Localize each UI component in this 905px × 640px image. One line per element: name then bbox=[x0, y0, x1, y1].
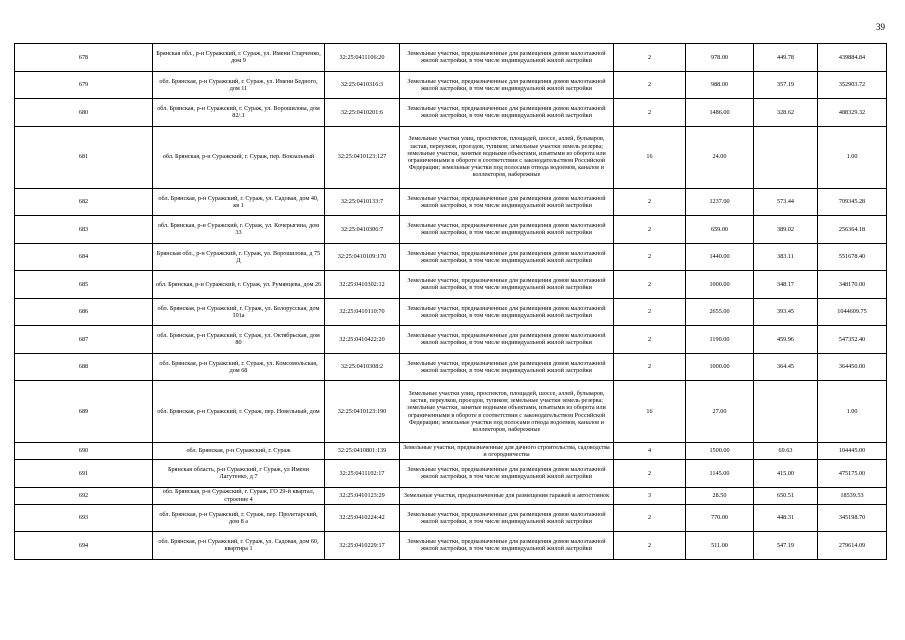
permitted-use-cell: Земельные участки, предназначенные для размещения домов малоэтажной жилой застройки, в том числе индивидуальной жилой застройки bbox=[400, 271, 614, 299]
address-cell: обл. Брянская, р-н Суражский, г. Сураж, ул. Садовая, дом 40, кв 1 bbox=[153, 188, 325, 216]
table-row bbox=[15, 532, 887, 560]
row-number-cell: 682 bbox=[15, 188, 153, 216]
cadastral-value-cell: 475175.00 bbox=[818, 460, 887, 488]
use-group-cell: 3 bbox=[614, 487, 686, 504]
cadastral-number-cell: 32:25:0410201:6 bbox=[325, 99, 400, 127]
use-group-cell: 2 bbox=[614, 216, 686, 244]
row-number-cell: 685 bbox=[15, 271, 153, 299]
cadastral-value-cell: 709345.28 bbox=[818, 188, 887, 216]
address-cell: Брянская область, р-н Суражский, г Сураж, ул Имени Лагутенко, д 7 bbox=[153, 460, 325, 488]
area-cell: 659.00 bbox=[686, 216, 754, 244]
cadastral-value-table bbox=[14, 43, 887, 560]
cadastral-number-cell: 32:25:0410302:12 bbox=[325, 271, 400, 299]
cadastral-value-cell: 439884.84 bbox=[818, 44, 887, 72]
address-cell: обл. Брянская, р-н Суражский, г. Сураж, ул. Имени Бедного, дом 11 bbox=[153, 71, 325, 99]
row-number-cell: 683 bbox=[15, 216, 153, 244]
row-number-cell: 689 bbox=[15, 381, 153, 443]
use-group-cell: 16 bbox=[614, 126, 686, 188]
table-row bbox=[15, 243, 887, 271]
row-number-cell: 688 bbox=[15, 353, 153, 381]
area-cell: 28.50 bbox=[686, 487, 754, 504]
address-cell: обл. Брянская, р-н Суражский, г. Сураж bbox=[153, 443, 325, 460]
cadastral-number-cell: 32:25:0410224:42 bbox=[325, 504, 400, 532]
row-number-cell: 679 bbox=[15, 71, 153, 99]
specific-value-cell: 573.44 bbox=[754, 188, 818, 216]
specific-value-cell: 364.45 bbox=[754, 353, 818, 381]
area-cell: 24.00 bbox=[686, 126, 754, 188]
table-row bbox=[15, 381, 887, 443]
address-cell: обл. Брянская, р-н Суражский, г. Сураж, ул. Ворошилова, дом 82/.1 bbox=[153, 99, 325, 127]
cadastral-value-cell: 18539.53 bbox=[818, 487, 887, 504]
permitted-use-cell: Земельные участки, предназначенные для размещения домов малоэтажной жилой застройки, в том числе индивидуальной жилой застройки bbox=[400, 532, 614, 560]
area-cell: 1145.00 bbox=[686, 460, 754, 488]
cadastral-number-cell: 32:25:0411102:17 bbox=[325, 460, 400, 488]
permitted-use-cell: Земельные участки, предназначенные для дачного строительства, садоводства и огородничества bbox=[400, 443, 614, 460]
table-row bbox=[15, 443, 887, 460]
use-group-cell: 2 bbox=[614, 460, 686, 488]
table-row bbox=[15, 298, 887, 326]
row-number-cell: 690 bbox=[15, 443, 153, 460]
cadastral-value-cell: 1044609.75 bbox=[818, 298, 887, 326]
specific-value-cell: 415.00 bbox=[754, 460, 818, 488]
area-cell: 27.00 bbox=[686, 381, 754, 443]
cadastral-number-cell: 32:25:0410109:170 bbox=[325, 243, 400, 271]
specific-value-cell: 389.02 bbox=[754, 216, 818, 244]
area-cell: 1237.00 bbox=[686, 188, 754, 216]
row-number-cell: 684 bbox=[15, 243, 153, 271]
use-group-cell: 2 bbox=[614, 99, 686, 127]
table-row bbox=[15, 44, 887, 72]
address-cell: Брянская обл., р-н Суражский, г. Сураж, ул. Имени Старченко, дом 9 bbox=[153, 44, 325, 72]
permitted-use-cell: Земельные участки, предназначенные для размещения домов малоэтажной жилой застройки, в том числе индивидуальной жилой застройки bbox=[400, 44, 614, 72]
area-cell: 1440.00 bbox=[686, 243, 754, 271]
use-group-cell: 4 bbox=[614, 443, 686, 460]
permitted-use-cell: Земельные участки, предназначенные для размещения домов малоэтажной жилой застройки, в том числе индивидуальной жилой застройки bbox=[400, 71, 614, 99]
specific-value-cell: 650.51 bbox=[754, 487, 818, 504]
address-cell: обл. Брянская, р-н Суражский, г. Сураж, пер. Пролетарский, дом 8 а bbox=[153, 504, 325, 532]
table-row bbox=[15, 353, 887, 381]
table-row bbox=[15, 326, 887, 354]
use-group-cell: 2 bbox=[614, 326, 686, 354]
permitted-use-cell: Земельные участки, предназначенные для размещения домов малоэтажной жилой застройки, в том числе индивидуальной жилой застройки bbox=[400, 243, 614, 271]
cadastral-value-cell: 104445.00 bbox=[818, 443, 887, 460]
specific-value-cell: 459.96 bbox=[754, 326, 818, 354]
cadastral-value-cell: 348170.00 bbox=[818, 271, 887, 299]
address-cell: обл. Брянская, р-н Суражский, г. Сураж, ул. Белорусская, дом 101а bbox=[153, 298, 325, 326]
cadastral-value-cell: 352903.72 bbox=[818, 71, 887, 99]
row-number-cell: 691 bbox=[15, 460, 153, 488]
area-cell: 1190.00 bbox=[686, 326, 754, 354]
address-cell: обл. Брянская, р-н Суражский, г. Сураж, пер. Вокзальный bbox=[153, 126, 325, 188]
cadastral-number-cell: 32:25:0410422:20 bbox=[325, 326, 400, 354]
row-number-cell: 687 bbox=[15, 326, 153, 354]
row-number-cell: 694 bbox=[15, 532, 153, 560]
permitted-use-cell: Земельные участки, предназначенные для размещения домов малоэтажной жилой застройки, в том числе индивидуальной жилой застройки bbox=[400, 504, 614, 532]
permitted-use-cell: Земельные участки, предназначенные для размещения домов малоэтажной жилой застройки, в том числе индивидуальной жилой застройки bbox=[400, 99, 614, 127]
cadastral-value-cell: 364450.00 bbox=[818, 353, 887, 381]
specific-value-cell: 69.63 bbox=[754, 443, 818, 460]
table-row bbox=[15, 126, 887, 188]
cadastral-value-cell: 488329.32 bbox=[818, 99, 887, 127]
specific-value-cell bbox=[754, 126, 818, 188]
cadastral-number-cell: 32:25:0410229:17 bbox=[325, 532, 400, 560]
area-cell: 1000.00 bbox=[686, 271, 754, 299]
table-row bbox=[15, 504, 887, 532]
permitted-use-cell: Земельные участки, предназначенные для размещения гаражей и автостоянок bbox=[400, 487, 614, 504]
address-cell: обл. Брянская, р-н Суражский, г. Сураж, пер. Новельный, дом bbox=[153, 381, 325, 443]
permitted-use-cell: Земельные участки улиц, проспектов, площадей, шоссе, аллей, бульваров, застав, переулков, проездов, тупиков; земельные участки земель резерва; земельные участки, занятые водными объектами, изъятыми из оборота или ограниченными в обороте в соответствии с законодательством Российской Федерации; земельные участки под полосами отвода водоемов, каналов и коллекторов, набережные bbox=[400, 126, 614, 188]
table-row bbox=[15, 460, 887, 488]
cadastral-number-cell: 32:25:0411106:20 bbox=[325, 44, 400, 72]
cadastral-number-cell: 32:25:0410133:7 bbox=[325, 188, 400, 216]
row-number-cell: 678 bbox=[15, 44, 153, 72]
use-group-cell: 2 bbox=[614, 532, 686, 560]
row-number-cell: 686 bbox=[15, 298, 153, 326]
area-cell: 1486.00 bbox=[686, 99, 754, 127]
use-group-cell: 2 bbox=[614, 353, 686, 381]
area-cell: 511.00 bbox=[686, 532, 754, 560]
address-cell: обл. Брянская, р-н Суражский, г. Сураж, ул. Комсомольская, дом 68 bbox=[153, 353, 325, 381]
cadastral-value-cell: 1.00 bbox=[818, 381, 887, 443]
use-group-cell: 2 bbox=[614, 504, 686, 532]
use-group-cell: 2 bbox=[614, 298, 686, 326]
table-row bbox=[15, 99, 887, 127]
area-cell: 978.00 bbox=[686, 44, 754, 72]
cadastral-number-cell: 32:25:0410316:3 bbox=[325, 71, 400, 99]
cadastral-value-cell: 345198.70 bbox=[818, 504, 887, 532]
area-cell: 988.00 bbox=[686, 71, 754, 99]
use-group-cell: 2 bbox=[614, 188, 686, 216]
specific-value-cell: 449.78 bbox=[754, 44, 818, 72]
cadastral-number-cell: 32:25:0410801:139 bbox=[325, 443, 400, 460]
cadastral-value-cell: 279614.09 bbox=[818, 532, 887, 560]
row-number-cell: 693 bbox=[15, 504, 153, 532]
cadastral-number-cell: 32:25:0410306:7 bbox=[325, 216, 400, 244]
cadastral-number-cell: 32:25:0410110:70 bbox=[325, 298, 400, 326]
use-group-cell: 2 bbox=[614, 44, 686, 72]
use-group-cell: 2 bbox=[614, 271, 686, 299]
permitted-use-cell: Земельные участки, предназначенные для размещения домов малоэтажной жилой застройки, в том числе индивидуальной жилой застройки bbox=[400, 460, 614, 488]
specific-value-cell: 383.11 bbox=[754, 243, 818, 271]
cadastral-number-cell: 32:25:0410123:190 bbox=[325, 381, 400, 443]
permitted-use-cell: Земельные участки, предназначенные для размещения домов малоэтажной жилой застройки, в том числе индивидуальной жилой застройки bbox=[400, 188, 614, 216]
permitted-use-cell: Земельные участки, предназначенные для размещения домов малоэтажной жилой застройки, в том числе индивидуальной жилой застройки bbox=[400, 326, 614, 354]
specific-value-cell bbox=[754, 381, 818, 443]
cadastral-value-cell: 256364.18 bbox=[818, 216, 887, 244]
use-group-cell: 2 bbox=[614, 71, 686, 99]
page-number: 39 bbox=[876, 22, 885, 32]
specific-value-cell: 547.19 bbox=[754, 532, 818, 560]
address-cell: Брянская обл., р-н Суражский, г. Сураж, ул. Ворошилова, д 75 Д bbox=[153, 243, 325, 271]
table-row bbox=[15, 188, 887, 216]
cadastral-value-cell: 551678.40 bbox=[818, 243, 887, 271]
cadastral-value-cell: 1.00 bbox=[818, 126, 887, 188]
area-cell: 1500.00 bbox=[686, 443, 754, 460]
specific-value-cell: 393.45 bbox=[754, 298, 818, 326]
address-cell: обл. Брянская, р-н Суражский, г. Сураж, ул. Кочерыгина, дом 33 bbox=[153, 216, 325, 244]
table-row bbox=[15, 487, 887, 504]
permitted-use-cell: Земельные участки, предназначенные для размещения домов малоэтажной жилой застройки, в том числе индивидуальной жилой застройки bbox=[400, 216, 614, 244]
specific-value-cell: 448.31 bbox=[754, 504, 818, 532]
address-cell: обл. Брянская, р-н Суражский, г. Сураж, ул. Румянцева, дом 26 bbox=[153, 271, 325, 299]
table-row bbox=[15, 216, 887, 244]
address-cell: обл. Брянская, р-н Суражский, г. Сураж, ГО 29-й квартал, строение 4 bbox=[153, 487, 325, 504]
use-group-cell: 16 bbox=[614, 381, 686, 443]
cadastral-number-cell: 32:25:0410123:127 bbox=[325, 126, 400, 188]
row-number-cell: 692 bbox=[15, 487, 153, 504]
table-row bbox=[15, 271, 887, 299]
permitted-use-cell: Земельные участки, предназначенные для размещения домов малоэтажной жилой застройки, в том числе индивидуальной жилой застройки bbox=[400, 298, 614, 326]
row-number-cell: 680 bbox=[15, 99, 153, 127]
area-cell: 770.00 bbox=[686, 504, 754, 532]
row-number-cell: 681 bbox=[15, 126, 153, 188]
specific-value-cell: 328.62 bbox=[754, 99, 818, 127]
use-group-cell: 2 bbox=[614, 243, 686, 271]
cadastral-value-cell: 547352.40 bbox=[818, 326, 887, 354]
table-row bbox=[15, 71, 887, 99]
address-cell: обл. Брянская, р-н Суражский, г. Сураж, ул. Октябрьская, дом 80 bbox=[153, 326, 325, 354]
cadastral-number-cell: 32:25:0410308:2 bbox=[325, 353, 400, 381]
address-cell: обл. Брянская, р-н Суражский, г. Сураж, ул. Садовая, дом 60, квартира 1 bbox=[153, 532, 325, 560]
specific-value-cell: 357.19 bbox=[754, 71, 818, 99]
cadastral-number-cell: 32:25:0410123:29 bbox=[325, 487, 400, 504]
permitted-use-cell: Земельные участки, предназначенные для размещения домов малоэтажной жилой застройки, в том числе индивидуальной жилой застройки bbox=[400, 353, 614, 381]
specific-value-cell: 348.17 bbox=[754, 271, 818, 299]
area-cell: 1000.00 bbox=[686, 353, 754, 381]
area-cell: 2655.00 bbox=[686, 298, 754, 326]
permitted-use-cell: Земельные участки улиц, проспектов, площадей, шоссе, аллей, бульваров, застав, переулков, проездов, тупиков; земельные участки земель резерва; земельные участки, занятые водными объектами, изъятыми из оборота или ограниченными в обороте в соответствии с законодательством Российской Федерации; земельные участки под полосами отвода водоемов, каналов и коллекторов, набережные bbox=[400, 381, 614, 443]
